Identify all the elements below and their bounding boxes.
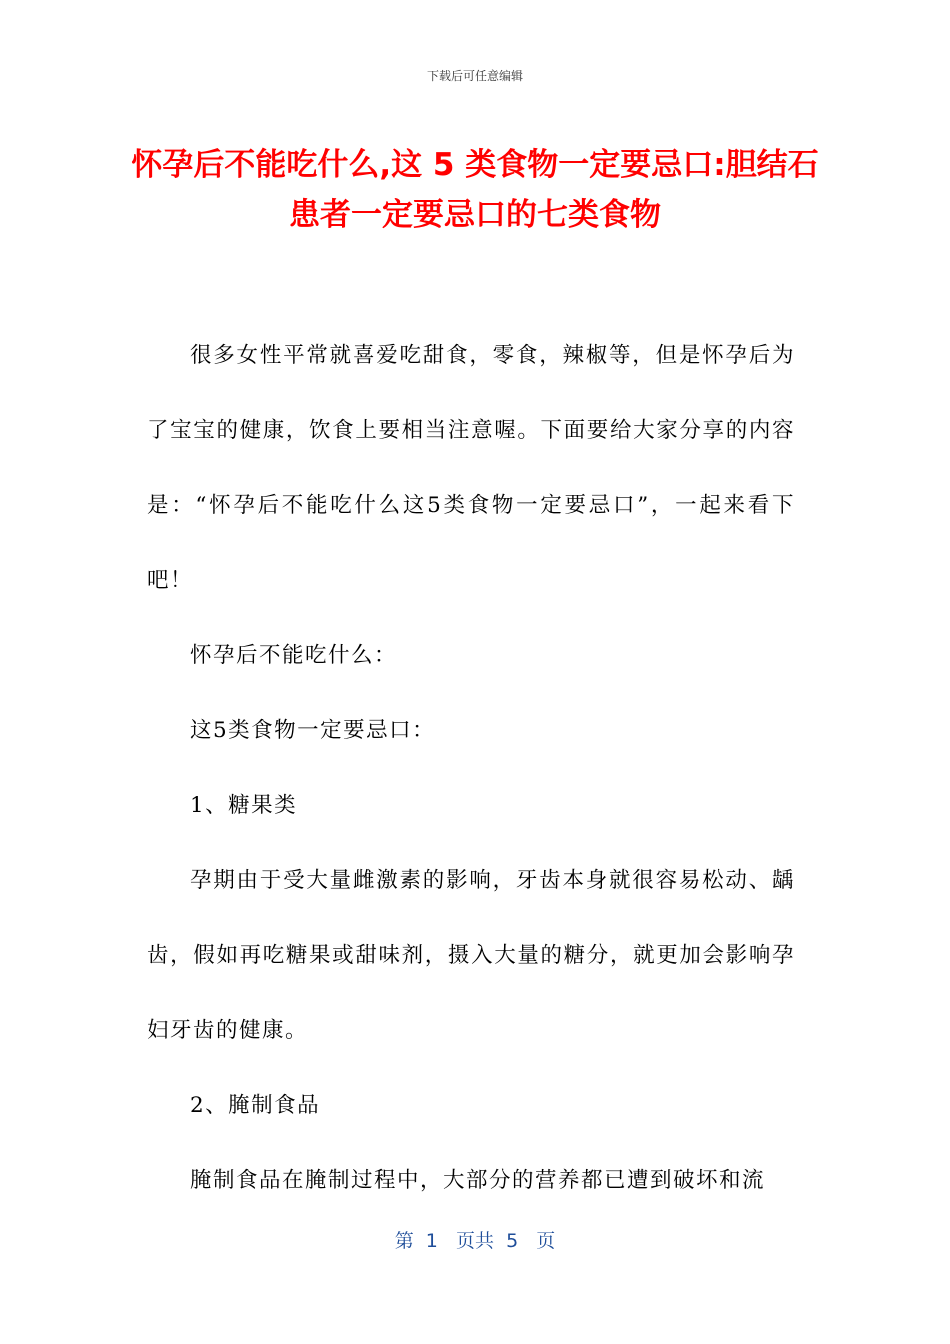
- document-body: [147, 318, 795, 1218]
- section-heading: 2、腌制食品: [190, 1093, 321, 1118]
- header-note: 下载后可任意编辑: [426, 69, 523, 83]
- paragraph: 腌制食品在腌制过程中，大部分的营养都已遭到破坏和流: [190, 1168, 766, 1193]
- document-title: 怀孕后不能吃什么,这 5 类食物一定要忌口:胆结石患者一定要忌口的七类食物: [131, 147, 819, 233]
- page-number-footer: 第 1 页共 5 页: [394, 1230, 556, 1252]
- paragraph: 很多女性平常就喜爱吃甜食，零食，辣椒等，但是怀孕后为了宝宝的健康，饮食上要相当注意喔。下面要给大家分享的内容是：“怀孕后不能吃什么这5类食物一定要忌口”，一起来看下吧！: [147, 343, 795, 593]
- paragraph: 这5类食物一定要忌口：: [190, 718, 436, 743]
- paragraph: 怀孕后不能吃什么：: [190, 643, 398, 668]
- section-heading: 1、糖果类: [190, 793, 298, 818]
- paragraph: 孕期由于受大量雌激素的影响，牙齿本身就很容易松动、龋齿，假如再吃糖果或甜味剂，摄入大量的糖分，就更加会影响孕妇牙齿的健康。: [147, 868, 795, 1043]
